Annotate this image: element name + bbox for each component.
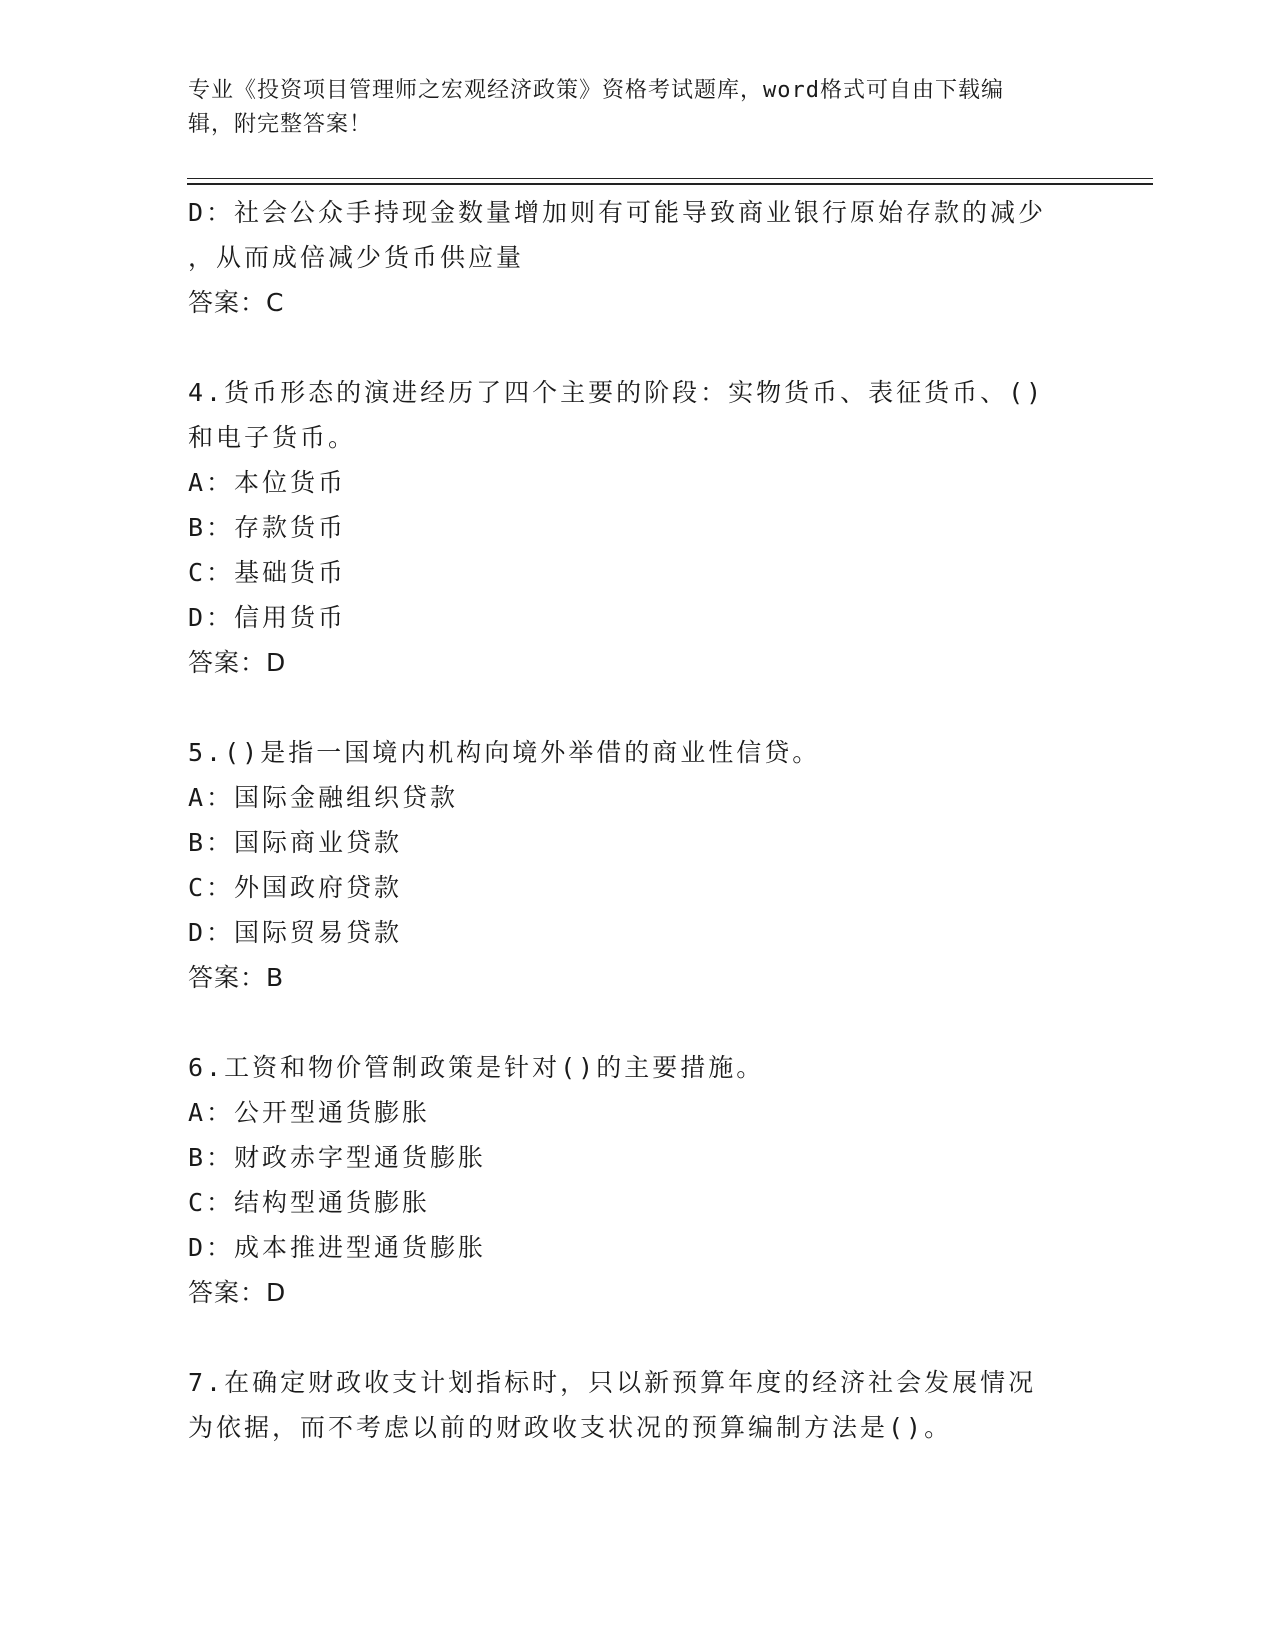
spacer — [188, 685, 1088, 730]
question-7 — [188, 1360, 1088, 1450]
header-divider-top — [187, 178, 1153, 179]
answer: 答案：D — [188, 1278, 287, 1307]
document-header — [188, 74, 1068, 142]
question-stem-line-2: 为依据，而不考虑以前的财政收支状况的预算编制方法是()。 — [188, 1413, 953, 1442]
header-line-2: 辑，附完整答案！ — [188, 112, 373, 137]
question-3-tail — [188, 190, 1088, 325]
question-stem: 6.工资和物价管制政策是针对()的主要措施。 — [188, 1053, 765, 1082]
spacer — [188, 1000, 1088, 1045]
header-divider-bottom — [187, 183, 1153, 185]
option-d: D：信用货币 — [188, 603, 347, 632]
question-list — [188, 190, 1088, 1450]
question-5 — [188, 730, 1088, 1000]
question-stem-line-2: 和电子货币。 — [188, 423, 357, 452]
option-b: B：财政赤字型通货膨胀 — [188, 1143, 487, 1172]
answer: 答案：C — [188, 288, 285, 317]
option-a: A：公开型通货膨胀 — [188, 1098, 431, 1127]
header-line-1: 专业《投资项目管理师之宏观经济政策》资格考试题库，word格式可自由下载编 — [188, 78, 1004, 103]
answer: 答案：D — [188, 648, 287, 677]
option-d: D：国际贸易贷款 — [188, 918, 403, 947]
spacer — [188, 325, 1088, 370]
option-c: C：基础货币 — [188, 558, 347, 587]
option-a: A：本位货币 — [188, 468, 347, 497]
question-6 — [188, 1045, 1088, 1315]
option-a: A：国际金融组织贷款 — [188, 783, 459, 812]
question-4 — [188, 370, 1088, 685]
question-stem-line-1: 7.在确定财政收支计划指标时，只以新预算年度的经济社会发展情况 — [188, 1368, 1037, 1397]
spacer — [188, 1315, 1088, 1360]
question-stem-line-1: 4.货币形态的演进经历了四个主要的阶段：实物货币、表征货币、() — [188, 378, 1045, 407]
answer: 答案：B — [188, 963, 285, 992]
option-d: D：成本推进型通货膨胀 — [188, 1233, 487, 1262]
option-b: B：存款货币 — [188, 513, 347, 542]
option-d-line-2: ，从而成倍减少货币供应量 — [188, 243, 525, 272]
option-c: C：结构型通货膨胀 — [188, 1188, 431, 1217]
option-d-line-1: D：社会公众手持现金数量增加则有可能导致商业银行原始存款的减少 — [188, 198, 1047, 227]
option-c: C：外国政府贷款 — [188, 873, 403, 902]
question-stem: 5.()是指一国境内机构向境外举借的商业性信贷。 — [188, 738, 821, 767]
option-b: B：国际商业贷款 — [188, 828, 403, 857]
